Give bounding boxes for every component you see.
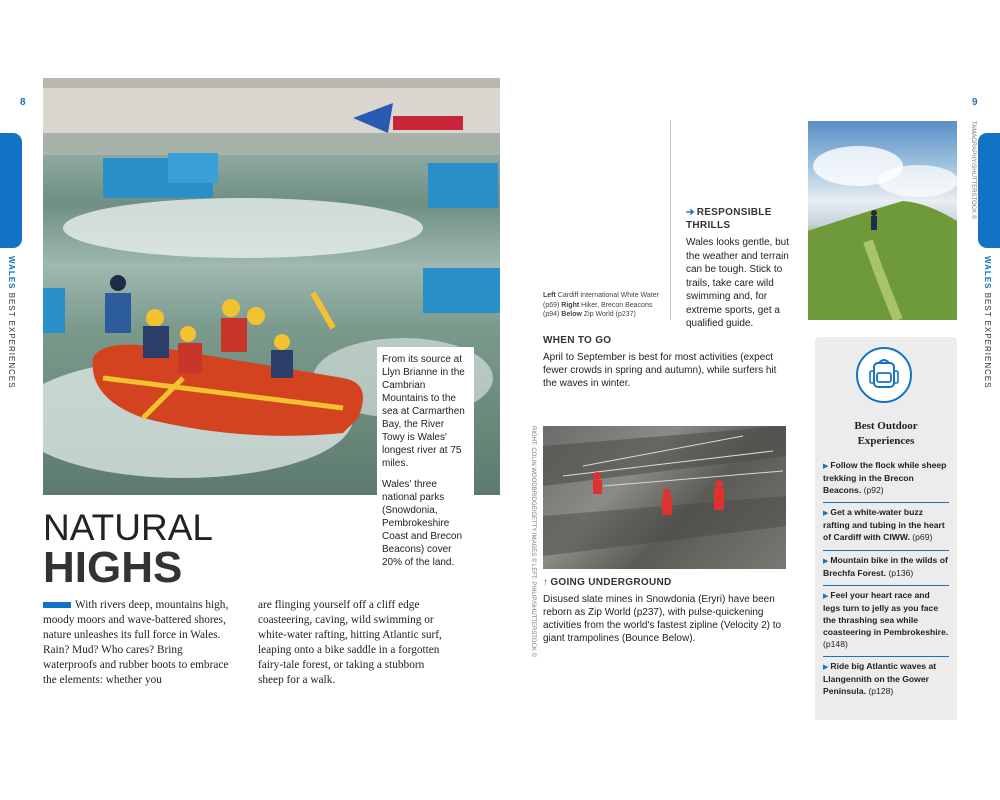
- going-underground-text: Disused slate mines in Snowdonia (Eryri) have been reborn as Zip World (p237), with pulse-quickening activities from the world's fastest zipline (Velocity 2) to giant trampolines (Bounce Below).: [543, 594, 782, 644]
- zip-world-illustration: [543, 426, 786, 569]
- caption-national-parks: Wales' three national parks (Snowdonia, Pembrokeshire Coast and Brecon Beacons) cover 20% of the land.: [382, 479, 463, 568]
- best-outdoor-title: Best Outdoor Experiences: [854, 420, 918, 447]
- going-underground-heading: ↑ GOING UNDERGROUND: [543, 577, 672, 588]
- zip-world-photo: [543, 426, 786, 569]
- triangle-bullet-icon: ▶: [823, 463, 829, 470]
- arrow-up-icon: ↑: [543, 577, 549, 588]
- body-column-2: are flinging yourself off a cliff edge coasteering, caving, wild swimming or white-water rafting, hitting Atlantic surf, leaping onto a bike saddle in a forgotten fairy-tale forest, or taking a stubborn sheep for a walk.: [258, 599, 442, 686]
- triangle-bullet-icon: ▶: [823, 664, 829, 672]
- accent-bar: [43, 602, 71, 608]
- zip-photo-credit: RIGHT: COLIN WOODBRIDGE/GETTY IMAGES © LEFT: PHILIP/SHUTTERSTOCK ©: [530, 426, 536, 657]
- triangle-bullet-icon: ▶: [823, 593, 829, 601]
- best-outdoor-box: [815, 337, 957, 720]
- best-outdoor-list: [823, 456, 949, 704]
- triangle-bullet-icon: ▶: [823, 557, 829, 565]
- list-item: ▶ Mountain bike in the wilds of Brechfa Forest. (p136): [823, 551, 949, 587]
- list-item: ▶ Ride big Atlantic waves at Llangennith on the Gower Peninsula. (p128): [823, 661, 937, 696]
- page-title-line2: HIGHS: [43, 543, 183, 592]
- responsible-thrills-heading: ➔ RESPONSIBLE THRILLS: [686, 207, 772, 231]
- page-title-line1: NATURAL: [43, 507, 213, 548]
- hiker-illustration: [808, 121, 957, 320]
- when-to-go-text: April to September is best for most activities (expect fewer crowds in spring and autumn), while surfers hit the waves in winter.: [543, 352, 777, 389]
- when-to-go-section: [543, 334, 793, 390]
- body-column-1: With rivers deep, mountains high, moody moors and wave-battered shores, nature unleashes its full force in Wales. Rain? Mud? Who cares? Bring waterproofs and rubber boots to embrace the elements: whether you: [43, 599, 229, 686]
- river-caption: [377, 347, 474, 581]
- hiker-photo: [808, 121, 957, 320]
- page-number-left: 8: [20, 97, 26, 108]
- list-item: ▶ Feel your heart race and legs turn to jelly as you face the thrashing sea while coasteering in Pembrokeshire. (p148): [823, 586, 949, 657]
- when-to-go-heading: WHEN TO GO: [543, 335, 612, 346]
- side-label-right: WALES BEST EXPERIENCES: [983, 256, 992, 389]
- section-tab-right[interactable]: [978, 133, 1000, 248]
- caption-river-towy: From its source at Llyn Brianne in the Cambrian Mountains to the sea at Carmarthen Bay, the River Towy is Wales' longest river at 75 miles.: [382, 354, 465, 469]
- list-item: ▶ Get a white-water buzz rafting and tubing in the heart of Cardiff with CIWW. (p69): [823, 503, 949, 550]
- list-item: ▶ Follow the flock while sheep trekking in the Brecon Beacons. (p92): [823, 456, 949, 503]
- backpack-icon: [856, 347, 912, 403]
- page-number-right: 9: [972, 97, 978, 108]
- responsible-thrills-box: [686, 206, 796, 331]
- arrow-right-icon: ➔: [686, 207, 695, 218]
- column-divider: [670, 120, 671, 320]
- hiker-photo-credit: TAMAGRAPHY/SHUTTERSTOCK ©: [970, 121, 976, 220]
- side-label-left: WALES BEST EXPERIENCES: [7, 256, 16, 389]
- triangle-bullet-icon: ▶: [823, 510, 829, 518]
- photo-credits: Left Cardiff International White Water (p69) Right Hiker, Brecon Beacons (p94) Below Zip World (p237): [543, 292, 659, 318]
- section-tab-left[interactable]: [0, 133, 22, 248]
- going-underground-section: [543, 576, 788, 645]
- responsible-thrills-text: Wales looks gentle, but the weather and terrain can be tough. Stick to trails, take care wild swimming and, for extreme sports, get a qualified guide.: [686, 237, 790, 329]
